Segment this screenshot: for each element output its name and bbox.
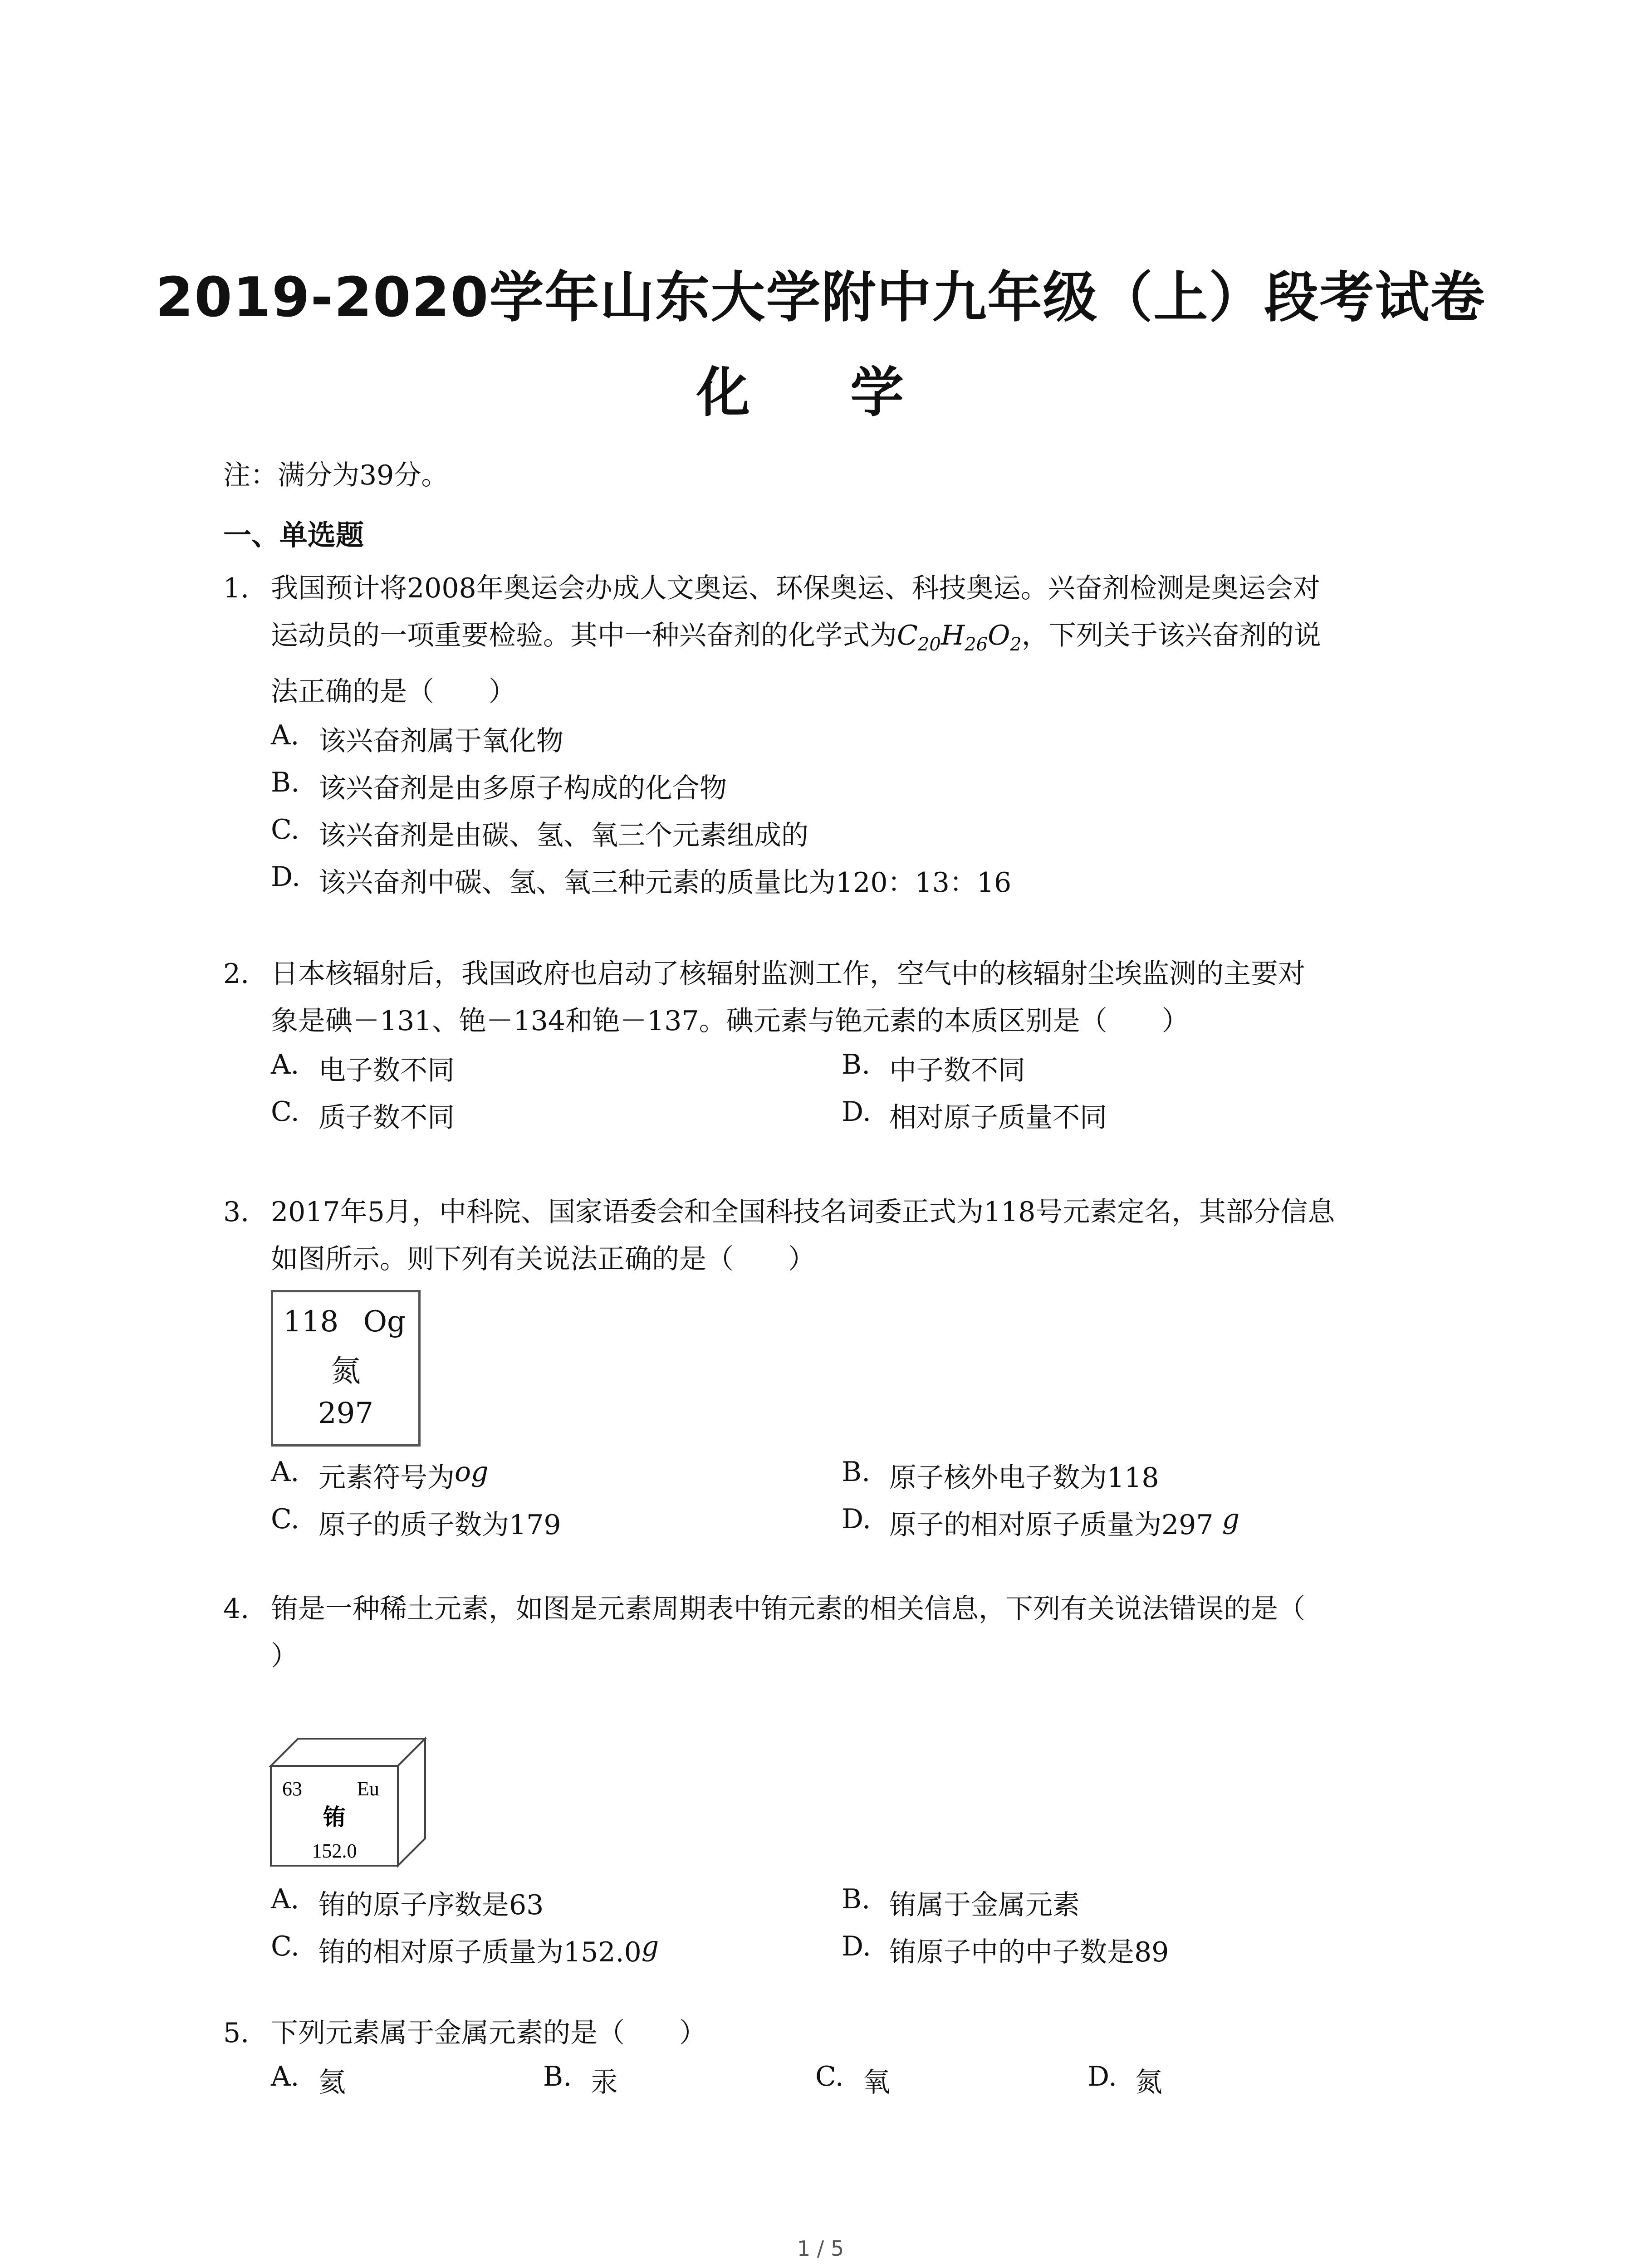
option-d[interactable]: D. 氮: [1087, 2061, 1162, 2098]
option-c[interactable]: C. 氧: [815, 2061, 890, 2098]
option-b[interactable]: B. 中子数不同: [842, 1049, 1025, 1086]
option-d[interactable]: D. 铕原子中的中子数是89: [842, 1931, 1169, 1968]
option-c[interactable]: C. 铕的相对原子质量为152.0 g: [271, 1931, 659, 1968]
question-2: [223, 950, 1448, 1139]
question-5: [223, 2009, 1448, 2104]
question-3-stem: 3. 2017年5月，中科院、国家语委会和全国科技名词委正式为118号元素定名，其部分信息 如图所示。则下列有关说法正确的是（ ）: [223, 1188, 1448, 1283]
option-b[interactable]: B. 汞: [543, 2061, 618, 2098]
question-number: 5.: [223, 2017, 250, 2049]
option-a[interactable]: A. 铕的原子序数是63: [271, 1883, 544, 1921]
question-2-options: [271, 1045, 1448, 1139]
question-1-stem: 1. 我国预计将2008年奥运会办成人文奥运、环保奥运、科技奥运。兴奋剂检测是奥运会对 运动员的一项重要检验。其中一种兴奋剂的化学式为$C_{20}H_{26}O_2$，下列关于该兴奋剂的说 法正确的是（ ）: [223, 565, 1448, 715]
score-note: 注：满分为39分。: [223, 459, 449, 491]
option-a[interactable]: A. 元素符号为 og: [271, 1456, 489, 1494]
question-number: 2.: [223, 958, 250, 990]
option-c[interactable]: C. 该兴奋剂是由碳、氢、氧三个元素组成的: [271, 814, 808, 851]
question-3-options: [271, 1452, 1448, 1546]
question-4: [223, 1585, 1448, 1974]
element-symbol: Og: [363, 1305, 406, 1339]
option-c[interactable]: C. 原子的质子数为179: [271, 1503, 561, 1541]
element-cube-eu: [271, 1739, 452, 1875]
atomic-number: 118: [283, 1305, 339, 1339]
element-name: 氮: [331, 1354, 361, 1388]
chemical-formula: $C_{20}H_{26}O_2$: [897, 620, 1022, 655]
question-3: [223, 1188, 1448, 1546]
option-b[interactable]: B. 铕属于金属元素: [842, 1883, 1080, 1921]
element-symbol: Eu: [357, 1778, 379, 1800]
element-name: 铕: [323, 1804, 346, 1830]
question-5-stem: 5. 下列元素属于金属元素的是（ ）: [223, 2009, 1448, 2057]
question-number: 3.: [223, 1196, 250, 1228]
option-a[interactable]: A. 氦: [271, 2061, 346, 2098]
option-a[interactable]: A. 该兴奋剂属于氧化物: [271, 719, 563, 757]
question-1-options: [271, 715, 1448, 904]
option-d[interactable]: D. 该兴奋剂中碳、氢、氧三种元素的质量比为120：13：16: [271, 861, 1012, 899]
option-b[interactable]: B. 原子核外电子数为118: [842, 1456, 1159, 1494]
atomic-mass: 152.0: [312, 1840, 357, 1862]
element-card-og: [271, 1290, 421, 1447]
option-d[interactable]: D. 原子的相对原子质量为297 g: [842, 1503, 1240, 1541]
question-1: [223, 565, 1448, 904]
option-a[interactable]: A. 电子数不同: [271, 1049, 455, 1086]
question-4-stem: 4. 铕是一种稀土元素，如图是元素周期表中铕元素的相关信息，下列有关说法错误的是（ ）: [223, 1585, 1448, 1680]
question-2-stem: 2. 日本核辐射后，我国政府也启动了核辐射监测工作，空气中的核辐射尘埃监测的主要对 象是碘－131、铯－134和铯－137。碘元素与铯元素的本质区别是（ ）: [223, 950, 1448, 1045]
page-subtitle: 化 学: [696, 361, 945, 424]
page-title: 2019-2020学年山东大学附中九年级（上）段考试卷: [155, 266, 1486, 329]
section-heading: 一、单选题: [223, 518, 364, 552]
option-d[interactable]: D. 相对原子质量不同: [842, 1096, 1107, 1134]
option-b[interactable]: B. 该兴奋剂是由多原子构成的化合物: [271, 767, 727, 804]
atomic-number: 63: [282, 1778, 302, 1800]
question-number: 4.: [223, 1593, 250, 1625]
question-number: 1.: [223, 572, 250, 604]
question-4-options: [271, 1879, 1448, 1974]
question-5-options: [271, 2057, 1448, 2104]
option-c[interactable]: C. 质子数不同: [271, 1096, 455, 1134]
page-number: 1 / 5: [797, 2236, 844, 2261]
atomic-mass: 297: [318, 1397, 374, 1430]
